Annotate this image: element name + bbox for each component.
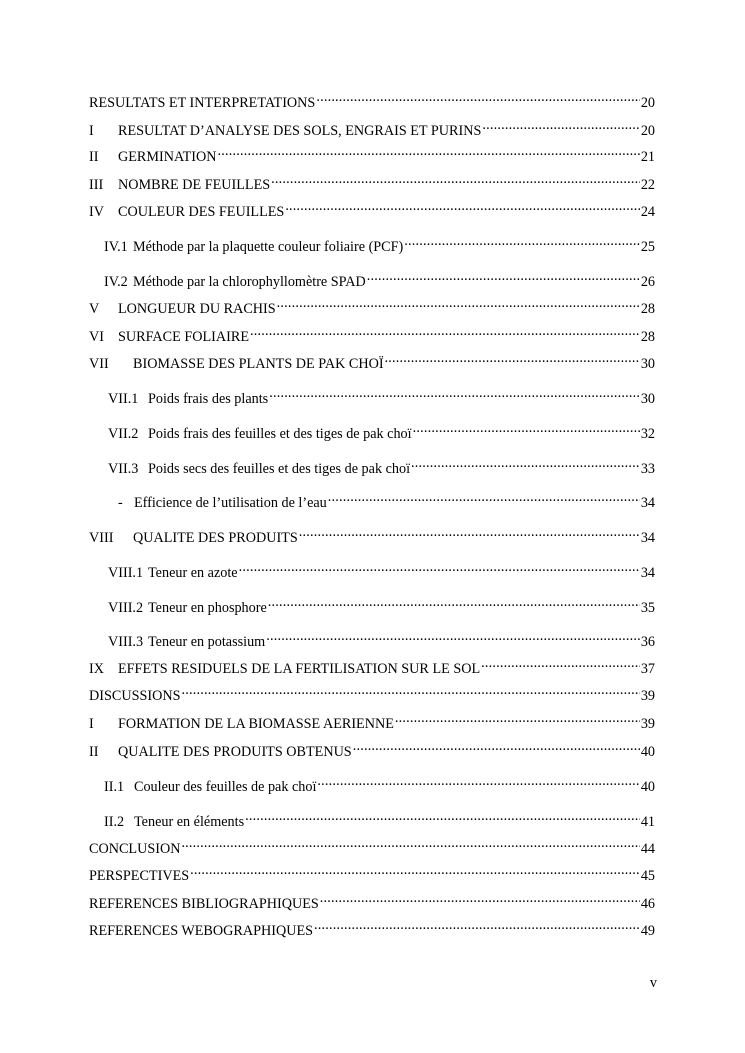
toc-entry-number: IV.1 xyxy=(104,239,128,255)
toc-entry-number: V xyxy=(89,301,100,317)
toc-entry-number: IV xyxy=(89,204,104,220)
toc-entry-page: 45 xyxy=(640,868,655,884)
toc-entry-number: II xyxy=(89,149,99,165)
toc-dot-leader xyxy=(285,196,640,216)
toc-entry[interactable] xyxy=(89,321,655,345)
toc-entry-page: 32 xyxy=(640,426,655,442)
toc-entry[interactable] xyxy=(104,806,655,830)
toc-entry[interactable] xyxy=(89,293,655,317)
toc-entry-page: 25 xyxy=(640,239,655,255)
toc-entry[interactable] xyxy=(89,522,655,546)
toc-entry-title: Poids frais des feuilles et des tiges de pak choï xyxy=(148,426,412,442)
toc-entry-number: VI xyxy=(89,329,104,345)
toc-entry-number: VII.2 xyxy=(108,426,139,442)
toc-entry-title: LONGUEUR DU RACHIS xyxy=(118,301,276,317)
toc-dot-leader xyxy=(269,383,640,403)
toc-entry-page: 28 xyxy=(640,329,655,345)
toc-entry-number: IX xyxy=(89,661,104,677)
toc-dot-leader xyxy=(320,888,640,908)
toc-entry-page: 39 xyxy=(640,688,655,704)
toc-dot-leader xyxy=(218,141,640,161)
toc-entry-title: RESULTAT D’ANALYSE DES SOLS, ENGRAIS ET PURINS xyxy=(118,123,482,139)
toc-dot-leader xyxy=(328,487,640,507)
toc-entry[interactable] xyxy=(89,888,655,912)
toc-entry-page: 37 xyxy=(640,661,655,677)
toc-entry-page: 28 xyxy=(640,301,655,317)
toc-entry-title: Poids frais des plants xyxy=(148,391,269,407)
toc-dot-leader xyxy=(299,522,640,542)
toc-entry-number: I xyxy=(89,123,94,139)
toc-entry-title: FORMATION DE LA BIOMASSE AERIENNE xyxy=(118,716,394,732)
toc-entry-page: 26 xyxy=(640,274,655,290)
toc-entry[interactable] xyxy=(108,557,655,581)
toc-dot-leader xyxy=(266,626,640,646)
toc-entry-number: IV.2 xyxy=(104,274,128,290)
toc-entry-number: - xyxy=(118,495,123,511)
toc-entry-title: Méthode par la chlorophyllomètre SPAD xyxy=(133,274,366,290)
toc-dot-leader xyxy=(268,592,640,612)
toc-entry-page: 35 xyxy=(640,600,655,616)
page-number: v xyxy=(649,975,657,991)
toc-dot-leader xyxy=(181,833,639,853)
toc-dot-leader xyxy=(482,115,639,135)
toc-entry-title: Teneur en phosphore xyxy=(148,600,267,616)
toc-entry[interactable] xyxy=(108,592,655,616)
toc-dot-leader xyxy=(190,860,640,880)
toc-entry[interactable] xyxy=(89,708,655,732)
toc-entry[interactable] xyxy=(89,115,655,139)
toc-entry-number: II.1 xyxy=(104,779,125,795)
toc-dot-leader xyxy=(245,806,640,826)
toc-entry-title: QUALITE DES PRODUITS xyxy=(133,530,298,546)
toc-entry-title: REFERENCES BIBLIOGRAPHIQUES xyxy=(89,896,319,912)
toc-entry-number: VIII xyxy=(89,530,114,546)
toc-entry-number: VII xyxy=(89,356,109,372)
toc-entry[interactable] xyxy=(108,383,655,407)
toc-entry-page: 21 xyxy=(640,149,655,165)
toc-entry[interactable] xyxy=(89,915,655,939)
toc-entry[interactable] xyxy=(89,141,655,165)
toc-dot-leader xyxy=(316,87,639,107)
toc-entry-title: GERMINATION xyxy=(118,149,217,165)
toc-entry[interactable] xyxy=(89,860,655,884)
toc-entry-page: 36 xyxy=(640,634,655,650)
toc-dot-leader xyxy=(181,680,639,700)
toc-entry-title: NOMBRE DE FEUILLES xyxy=(118,177,271,193)
toc-entry-page: 46 xyxy=(640,896,655,912)
toc-dot-leader xyxy=(367,266,640,286)
toc-entry[interactable] xyxy=(104,266,655,290)
toc-entry[interactable] xyxy=(89,653,655,677)
toc-entry-number: III xyxy=(89,177,104,193)
toc-entry[interactable] xyxy=(89,736,655,760)
toc-entry-number: VIII.3 xyxy=(108,634,144,650)
toc-entry[interactable] xyxy=(108,626,655,650)
toc-entry-page: 40 xyxy=(640,779,655,795)
toc-entry[interactable] xyxy=(89,680,655,704)
toc-entry[interactable] xyxy=(118,487,655,511)
toc-entry[interactable] xyxy=(108,418,655,442)
toc-dot-leader xyxy=(404,231,640,251)
toc-entry-page: 30 xyxy=(640,356,655,372)
toc-entry-page: 34 xyxy=(640,565,655,581)
toc-entry[interactable] xyxy=(89,833,655,857)
toc-entry-title: QUALITE DES PRODUITS OBTENUS xyxy=(118,744,352,760)
toc-entry-page: 44 xyxy=(640,841,655,857)
toc-entry[interactable] xyxy=(104,771,655,795)
toc-dot-leader xyxy=(277,293,640,313)
toc-entry-title: Teneur en éléments xyxy=(134,814,245,830)
toc-entry-title: Teneur en potassium xyxy=(148,634,266,650)
toc-entry-page: 33 xyxy=(640,461,655,477)
toc-entry-title: Efficience de l’utilisation de l’eau xyxy=(134,495,327,511)
toc-entry-title: DISCUSSIONS xyxy=(89,688,181,704)
toc-dot-leader xyxy=(481,653,640,673)
toc-entry[interactable] xyxy=(108,453,655,477)
toc-entry-title: BIOMASSE DES PLANTS DE PAK CHOÏ xyxy=(133,356,384,372)
toc-entry[interactable] xyxy=(89,196,655,220)
toc-entry-title: CONCLUSION xyxy=(89,841,181,857)
toc-dot-leader xyxy=(411,453,640,473)
toc-entry-title: Poids secs des feuilles et des tiges de pak choï xyxy=(148,461,411,477)
toc-dot-leader xyxy=(239,557,640,577)
toc-dot-leader xyxy=(395,708,640,728)
toc-entry-title: EFFETS RESIDUELS DE LA FERTILISATION SUR LE SOL xyxy=(118,661,481,677)
toc-entry-title: PERSPECTIVES xyxy=(89,868,190,884)
toc-entry-page: 49 xyxy=(640,923,655,939)
toc-entry-page: 22 xyxy=(640,177,655,193)
toc-dot-leader xyxy=(353,736,640,756)
toc-entry-page: 39 xyxy=(640,716,655,732)
toc-entry-number: II.2 xyxy=(104,814,125,830)
toc-entry[interactable] xyxy=(89,348,655,372)
toc-entry-number: VII.1 xyxy=(108,391,139,407)
toc-entry-page: 30 xyxy=(640,391,655,407)
toc-entry-number: VIII.2 xyxy=(108,600,144,616)
toc-dot-leader xyxy=(314,915,640,935)
toc-entry-number: I xyxy=(89,716,94,732)
toc-entry-page: 20 xyxy=(640,123,655,139)
toc-entry-page: 41 xyxy=(640,814,655,830)
toc-entry-page: 20 xyxy=(640,95,655,111)
toc-entry-page: 34 xyxy=(640,530,655,546)
toc-entry-title: Teneur en azote xyxy=(148,565,238,581)
toc-dot-leader xyxy=(385,348,640,368)
toc-entry-page: 40 xyxy=(640,744,655,760)
toc-entry-title: RESULTATS ET INTERPRETATIONS xyxy=(89,95,316,111)
toc-entry[interactable] xyxy=(104,231,655,255)
toc-entry-title: COULEUR DES FEUILLES xyxy=(118,204,285,220)
toc-dot-leader xyxy=(250,321,640,341)
toc-entry-title: Couleur des feuilles de pak choï xyxy=(134,779,317,795)
toc-dot-leader xyxy=(317,771,639,791)
toc-entry-page: 24 xyxy=(640,204,655,220)
toc-dot-leader xyxy=(271,169,640,189)
toc-entry-number: II xyxy=(89,744,99,760)
toc-entry[interactable] xyxy=(89,87,655,111)
toc-entry-number: VII.3 xyxy=(108,461,139,477)
toc-entry-title: Méthode par la plaquette couleur foliaire (PCF) xyxy=(133,239,404,255)
toc-entry-title: REFERENCES WEBOGRAPHIQUES xyxy=(89,923,314,939)
toc-dot-leader xyxy=(413,418,640,438)
toc-entry-page: 34 xyxy=(640,495,655,511)
toc-entry-number: VIII.1 xyxy=(108,565,144,581)
toc-entry[interactable] xyxy=(89,169,655,193)
toc-entry-title: SURFACE FOLIAIRE xyxy=(118,329,249,345)
